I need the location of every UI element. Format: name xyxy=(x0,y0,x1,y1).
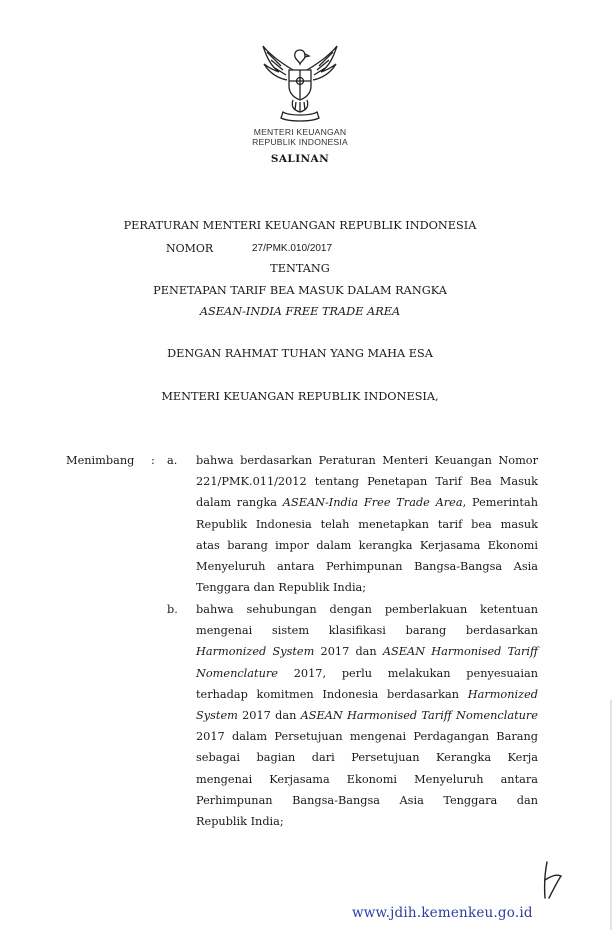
footer-url-link[interactable]: www.jdih.kemenkeu.go.id xyxy=(352,905,533,921)
text-line: 2017 dalam Persetujuan mengenai Perdagangan Barang xyxy=(196,730,538,744)
invocation: DENGAN RAHMAT TUHAN YANG MAHA ESA xyxy=(167,347,433,360)
nomor-value: 27/PMK.010/2017 xyxy=(252,243,333,254)
ministry-name-line2: REPUBLIK INDONESIA xyxy=(252,137,348,147)
text-line: bahwa berdasarkan Peraturan Menteri Keuangan Nomor xyxy=(196,454,538,467)
text-line: Republik Indonesia telah menetapkan tarif bea masuk xyxy=(196,517,538,531)
nomor-label: NOMOR xyxy=(166,242,214,255)
menimbang-colon: : xyxy=(151,454,155,467)
subject-line1: PENETAPAN TARIF BEA MASUK DALAM RANGKA xyxy=(153,284,447,297)
text-line: Nomenclature 2017, perlu melakukan penyesuaian xyxy=(196,666,538,680)
text-line: sebagai bagian dari Persetujuan Kerangka Kerja xyxy=(196,751,538,765)
text-line: Harmonized System 2017 dan ASEAN Harmonised Tariff xyxy=(196,645,538,659)
initial-signature-icon xyxy=(533,860,569,902)
text-line: Menyeluruh antara Perhimpunan Bangsa-Bangsa Asia xyxy=(196,559,538,573)
text-line: System 2017 dan ASEAN Harmonised Tariff Nomenclature xyxy=(196,708,538,722)
menimbang-label: Menimbang xyxy=(66,454,135,467)
text-line: mengenai sistem klasifikasi barang berdasarkan xyxy=(196,624,538,638)
garuda-emblem-icon xyxy=(259,40,341,122)
text-line: bahwa sehubungan dengan pemberlakuan ketentuan xyxy=(196,603,538,616)
item-b-text xyxy=(196,599,538,832)
tentang-heading: TENTANG xyxy=(270,262,330,275)
ministry-name-line1: MENTERI KEUANGAN xyxy=(253,127,347,137)
regulation-title: PERATURAN MENTERI KEUANGAN REPUBLIK INDONESIA xyxy=(123,219,477,232)
text-line: dalam rangka ASEAN-India Free Trade Area, Pemerintah xyxy=(196,496,538,510)
item-b-label: b. xyxy=(167,603,178,616)
item-a-text xyxy=(196,450,538,598)
text-line: 221/PMK.011/2012 tentang Penetapan Tarif Bea Masuk xyxy=(196,475,538,489)
text-line: Republik India; xyxy=(196,814,284,828)
subject-line2: ASEAN-INDIA FREE TRADE AREA xyxy=(199,305,401,318)
text-line: Tenggara dan Republik India; xyxy=(196,581,367,595)
text-line: mengenai Kerjasama Ekonomi Menyeluruh antara xyxy=(196,772,538,786)
text-line: atas barang impor dalam kerangka Kerjasama Ekonomi xyxy=(196,538,538,552)
item-a-label: a. xyxy=(167,454,178,467)
text-line: terhadap komitmen Indonesia berdasarkan Harmonized xyxy=(196,687,538,701)
text-line: Perhimpunan Bangsa-Bangsa Asia Tenggara dan xyxy=(196,793,538,807)
authority-line: MENTERI KEUANGAN REPUBLIK INDONESIA, xyxy=(161,390,439,403)
copy-stamp: SALINAN xyxy=(270,153,330,165)
